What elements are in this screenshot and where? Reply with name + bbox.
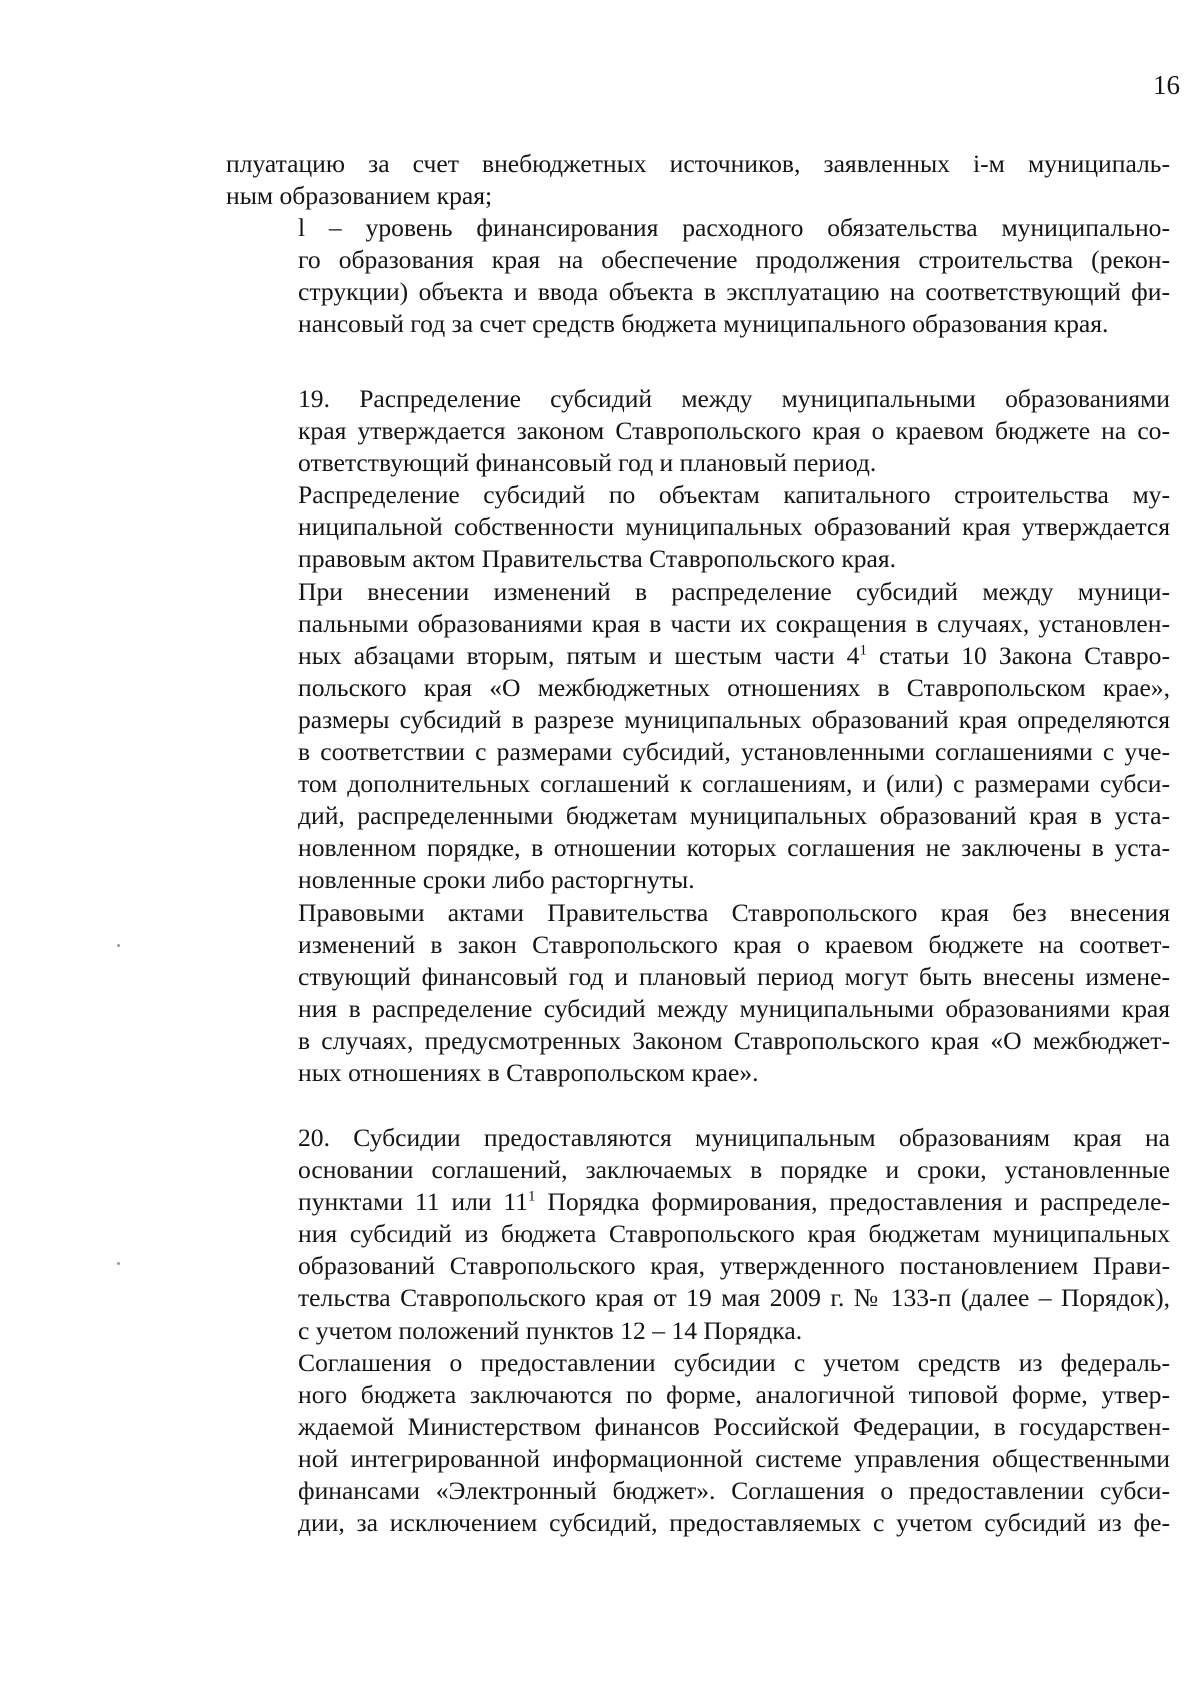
text-line: ным образованием края; [226, 181, 493, 211]
paragraph-20-main [226, 1122, 1170, 1347]
text-line: образований Ставропольского края, утвержденного постановлением Прави- [298, 1251, 1170, 1281]
text-line: нансовый год за счет средств бюджета муниципального образования края. [298, 309, 1109, 339]
paragraph-continuation [226, 148, 1170, 212]
text-fragment: статьи 10 Закона Ставро- [866, 640, 1170, 670]
text-line: польского края «О межбюджетных отношениях в Ставропольском крае», [298, 672, 1170, 702]
section-20 [226, 1122, 1170, 1539]
scan-speck [117, 1262, 120, 1265]
text-line: размеры субсидий в разрезе муниципальных образований края определяются [298, 704, 1170, 734]
text-line: финансами «Электронный бюджет». Соглашения о предоставлении субси- [298, 1476, 1170, 1506]
text-line: в случаях, предусмотренных Законом Ставропольского края «О межбюджет- [298, 1025, 1170, 1055]
text-line: При внесении изменений в распределение субсидий между муници- [298, 576, 1170, 606]
text-line: правовым актом Правительства Ставропольского края. [298, 544, 897, 574]
superscript: 1 [859, 642, 867, 659]
text-line-with-superscript [226, 1186, 1170, 1218]
section-19 [226, 383, 1170, 1089]
text-line: в соответствии с размерами субсидий, установленными соглашениями с уче- [298, 737, 1170, 767]
text-line: том дополнительных соглашений к соглашениям, и (или) с размерами субси- [298, 769, 1170, 799]
text-line: ния в распределение субсидий между муниципальными образованиями края [298, 993, 1170, 1023]
text-line: плуатацию за счет внебюджетных источников, заявленных i-м муниципаль- [226, 149, 1170, 178]
text-line: ждаемой Министерством финансов Российской Федерации, в государствен- [298, 1411, 1170, 1441]
text-fragment: пунктами 11 или 11 [298, 1187, 529, 1217]
paragraph-l-definition [226, 212, 1170, 340]
text-line: го образования края на обеспечение продолжения строительства (рекон- [298, 245, 1170, 275]
paragraph-20-agreements [226, 1347, 1170, 1540]
text-line: пальными образованиями края в части их сокращения в случаях, установлен- [298, 608, 1170, 638]
text-line: ствующий финансовый год и плановый период могут быть внесены измене- [298, 961, 1170, 991]
text-fragment: ных абзацами вторым, пятым и шестым части 4 [298, 640, 860, 670]
superscript: 1 [528, 1188, 536, 1205]
scan-speck [117, 944, 120, 947]
text-line: Распределение субсидий по объектам капитального строительства му- [298, 480, 1170, 510]
text-line: ния субсидий из бюджета Ставропольского края бюджетам муниципальных [298, 1219, 1170, 1249]
text-line: дии, за исключением субсидий, предоставляемых с учетом субсидий из фе- [298, 1508, 1170, 1538]
text-line: ной интегрированной информационной системе управления общественными [298, 1443, 1170, 1473]
text-line: ного бюджета заключаются по форме, аналогичной типовой форме, утвер- [298, 1379, 1170, 1409]
text-line: новленные сроки либо расторгнуты. [298, 865, 695, 895]
paragraph-19-objects [226, 479, 1170, 575]
text-line: l – уровень финансирования расходного обязательства муниципально- [298, 213, 1170, 243]
text-line: дий, распределенными бюджетам муниципальных образований края в уста- [298, 801, 1170, 831]
paragraph-19-changes [226, 576, 1170, 897]
text-line: ных отношениях в Ставропольском крае». [298, 1057, 759, 1087]
paragraph-19-main [226, 383, 1170, 479]
text-block-continuation [226, 148, 1170, 341]
text-line: Правовыми актами Правительства Ставропольского края без внесения [298, 897, 1170, 927]
text-line: с учетом положений пунктов 12 – 14 Порядка. [298, 1315, 803, 1345]
text-line: 19. Распределение субсидий между муниципальными образованиями [298, 384, 1170, 413]
text-line: ответствующий финансовый год и плановый период. [298, 448, 877, 478]
text-line: 20. Субсидии предоставляются муниципальным образованиям края на [298, 1123, 1170, 1152]
paragraph-19-legal-acts [226, 897, 1170, 1090]
text-line: ниципальной собственности муниципальных образований края утверждается [298, 512, 1170, 542]
text-line: основании соглашений, заключаемых в порядке и сроки, установленные [298, 1155, 1170, 1185]
text-fragment: Порядка формирования, предоставления и распределе- [535, 1187, 1171, 1217]
page-number: 16 [1153, 70, 1180, 100]
text-line: струкции) объекта и ввода объекта в эксплуатацию на соответствующий фи- [298, 277, 1170, 307]
text-line: изменений в закон Ставропольского края о краевом бюджете на соответ- [298, 929, 1170, 959]
text-line: края утверждается законом Ставропольского края о краевом бюджете на со- [298, 416, 1170, 446]
text-line: новленном порядке, в отношении которых соглашения не заключены в уста- [298, 833, 1170, 863]
text-line: Соглашения о предоставлении субсидии с учетом средств из федераль- [298, 1347, 1170, 1377]
text-line-with-superscript [226, 640, 1170, 672]
text-line: тельства Ставропольского края от 19 мая 2009 г. № 133-п (далее – Порядок), [298, 1283, 1170, 1313]
